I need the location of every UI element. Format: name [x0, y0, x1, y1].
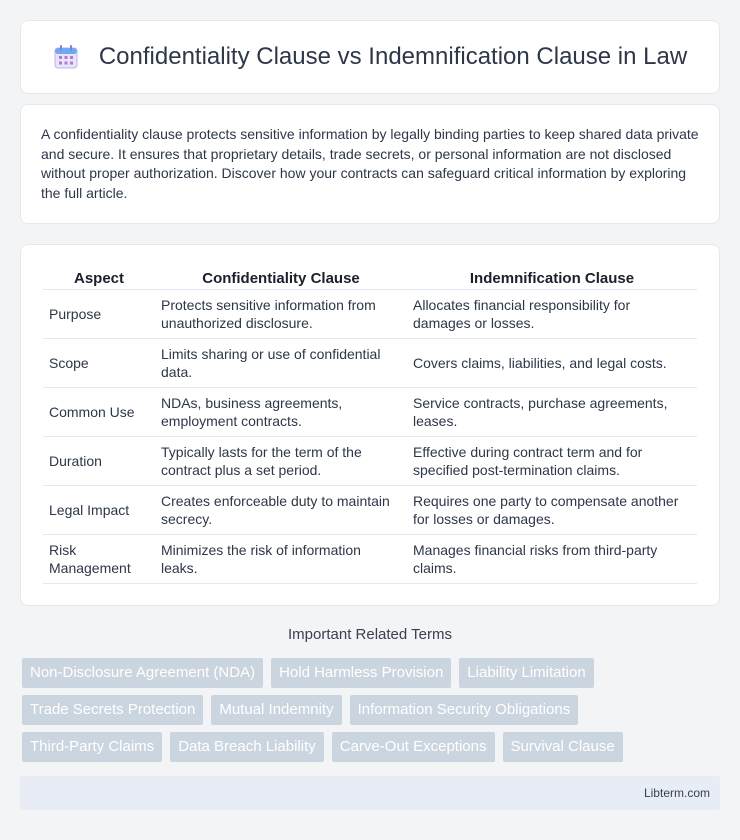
column-header: Confidentiality Clause	[155, 265, 407, 290]
footer	[20, 776, 720, 810]
related-term-tag[interactable]: Trade Secrets Protection	[22, 695, 203, 725]
related-terms-title: Important Related Terms	[288, 626, 452, 643]
header-card	[20, 20, 720, 94]
table-row	[43, 437, 697, 486]
table-cell: Common Use	[43, 388, 155, 437]
table-cell: Typically lasts for the term of the contract plus a set period.	[155, 437, 407, 486]
related-term-tag[interactable]: Hold Harmless Provision	[271, 658, 451, 688]
footer-brand-link[interactable]: Libterm.com	[643, 786, 710, 800]
related-term-tag[interactable]: Data Breach Liability	[170, 732, 324, 762]
related-term-tag[interactable]: Third-Party Claims	[22, 732, 162, 762]
related-term-tag[interactable]: Survival Clause	[503, 732, 623, 762]
table-row	[43, 339, 697, 388]
page-title: Confidentiality Clause vs Indemnification Clause in Law	[98, 43, 688, 70]
tag-row	[22, 695, 722, 725]
intro-card	[20, 104, 720, 224]
table-cell: Limits sharing or use of confidential data.	[155, 339, 407, 388]
related-term-tag[interactable]: Mutual Indemnity	[211, 695, 341, 725]
intro-text: A confidentiality clause protects sensitive information by legally binding parties to keep shared data private and secure. It ensures that proprietary details, trade secrets, or personal information are not disclosed without proper authorization. Discover how your contracts can safeguard critical information by exploring the full article.	[41, 126, 699, 201]
related-terms	[22, 658, 722, 769]
table-row	[43, 535, 697, 584]
table-cell: Duration	[43, 437, 155, 486]
table-cell: Requires one party to compensate another for losses or damages.	[407, 486, 697, 535]
table-cell: Legal Impact	[43, 486, 155, 535]
table-cell: NDAs, business agreements, employment contracts.	[155, 388, 407, 437]
table-cell: Minimizes the risk of information leaks.	[155, 535, 407, 584]
comparison-table-card	[20, 244, 720, 606]
table-cell: Covers claims, liabilities, and legal costs.	[407, 339, 697, 388]
table-cell: Creates enforceable duty to maintain secrecy.	[155, 486, 407, 535]
column-header: Indemnification Clause	[407, 265, 697, 290]
table-cell: Purpose	[43, 290, 155, 339]
table-cell: Service contracts, purchase agreements, leases.	[407, 388, 697, 437]
table-cell: Allocates financial responsibility for damages or losses.	[407, 290, 697, 339]
column-header: Aspect	[43, 265, 155, 290]
table-row	[43, 290, 697, 339]
comparison-table	[43, 265, 697, 584]
table-cell: Risk Management	[43, 535, 155, 584]
related-term-tag[interactable]: Carve-Out Exceptions	[332, 732, 495, 762]
tag-row	[22, 732, 722, 762]
table-cell: Scope	[43, 339, 155, 388]
related-term-tag[interactable]: Liability Limitation	[459, 658, 593, 688]
table-cell: Manages financial risks from third-party claims.	[407, 535, 697, 584]
tag-row	[22, 658, 722, 688]
related-term-tag[interactable]: Information Security Obligations	[350, 695, 579, 725]
table-cell: Effective during contract term and for specified post-termination claims.	[407, 437, 697, 486]
table-header-row	[43, 265, 697, 290]
table-row	[43, 388, 697, 437]
table-cell: Protects sensitive information from unauthorized disclosure.	[155, 290, 407, 339]
table-row	[43, 486, 697, 535]
calendar-icon	[53, 44, 79, 70]
related-term-tag[interactable]: Non-Disclosure Agreement (NDA)	[22, 658, 263, 688]
